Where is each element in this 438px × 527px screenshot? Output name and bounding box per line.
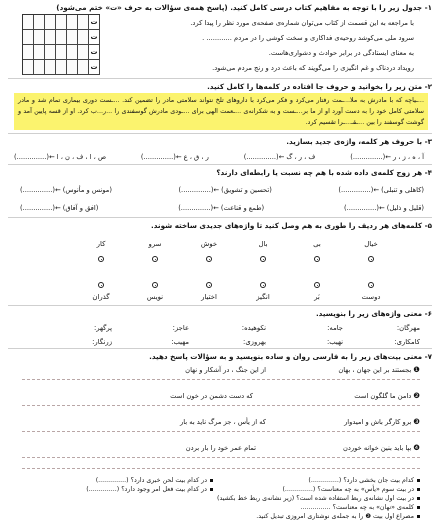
grid-cell bbox=[23, 45, 34, 60]
vocab-word: مهیب: bbox=[171, 338, 189, 346]
grid-cell bbox=[45, 60, 56, 75]
grid-cell bbox=[34, 45, 45, 60]
grid-cell bbox=[67, 45, 78, 60]
question-text: کلمه‌ی «نهان» به چه معناست؟ ............... bbox=[300, 504, 414, 511]
grid-letter-cell: ت bbox=[89, 15, 100, 30]
bottom-word: دوست bbox=[361, 293, 381, 301]
section-divider bbox=[8, 305, 432, 306]
crossword-grid bbox=[22, 14, 100, 75]
grid-cell bbox=[34, 30, 45, 45]
grid-cell bbox=[45, 30, 56, 45]
question-text: در کدام بیت فعل امر وجود دارد؟ (..............) bbox=[86, 486, 207, 493]
question-5 bbox=[256, 512, 420, 521]
bottom-word: گذران bbox=[92, 293, 110, 301]
hemistich: دامن ما گلگون است bbox=[354, 392, 412, 400]
section-2-heading: ۲- متن زیر را بخوانید و حروف جا افتاده در کلمه‌ها را کامل کنید. bbox=[207, 82, 432, 91]
section-divider bbox=[8, 78, 432, 79]
question-3 bbox=[217, 494, 420, 503]
grid-cell bbox=[45, 45, 56, 60]
vocab-word: عاجز: bbox=[172, 324, 189, 332]
grid-cell bbox=[34, 60, 45, 75]
section-1-heading: ۱- جدول زیر را با توجه به مفاهیم کتاب درسی کامل کنید. (پاسخ همه‌ی سؤالات به حرف «ت» ختم می‌شود) bbox=[56, 3, 432, 12]
clue-4: رویداد دردناک و غم انگیزی را می‌گویند که باعث درد و رنج مردم می‌شود. bbox=[212, 64, 414, 72]
vocab-word: کامکاری: bbox=[394, 338, 420, 346]
section-3-heading: ۳- با حروف هر کلمه، واژه‌ی جدید بسازید. bbox=[286, 137, 432, 146]
bottom-words-row bbox=[74, 292, 398, 302]
section-divider bbox=[8, 164, 432, 165]
clue-3: به معنای ایستادگی در برابر حوادث و دشواری‌هاست. bbox=[268, 49, 414, 57]
verse-1-second: از این جنگ ، در آشکار و نهان bbox=[185, 366, 266, 374]
hemistich: بپا باید بنین خوانه خوردن bbox=[342, 444, 412, 452]
grid-row bbox=[23, 15, 100, 30]
pair-row bbox=[20, 203, 424, 213]
vocab-word: پرگهر: bbox=[93, 324, 112, 332]
question-1b bbox=[96, 476, 213, 485]
grid-cell bbox=[67, 30, 78, 45]
verse-4-second: تمام عمر خود را بار بردن bbox=[185, 444, 256, 452]
bottom-word: نویس bbox=[146, 293, 164, 301]
bullet-icon bbox=[417, 506, 420, 509]
bottom-word: انگیز bbox=[256, 293, 270, 301]
bottom-word: اختیار bbox=[201, 293, 217, 301]
grid-cell bbox=[23, 15, 34, 30]
grid-cell bbox=[67, 60, 78, 75]
top-word: بال bbox=[258, 240, 268, 248]
bullet-icon bbox=[417, 479, 420, 482]
top-word: سرو bbox=[148, 240, 162, 248]
word-pair-item: (کاهلی و تنبلی) ←(..............) bbox=[338, 186, 424, 194]
word-pair-item: (افق و آفاق) ←(..............) bbox=[20, 204, 99, 212]
answer-line bbox=[22, 405, 420, 406]
verse-number: ❸ bbox=[413, 417, 420, 426]
word-pair-item: (مونس و مأنوس) ←(..............) bbox=[20, 186, 112, 194]
question-2 bbox=[282, 485, 420, 494]
bottom-dots-row bbox=[74, 281, 398, 291]
top-word: کار bbox=[96, 240, 106, 248]
section-divider bbox=[8, 217, 432, 218]
letter-item: ص ، ا ، ف ، ن ، ا ←(..............) bbox=[14, 153, 107, 161]
connect-dot-icon bbox=[152, 282, 158, 288]
top-words-row bbox=[74, 239, 398, 249]
verse-number: ❹ bbox=[413, 443, 420, 452]
grid-cell bbox=[78, 30, 89, 45]
question-1 bbox=[308, 476, 420, 485]
question-2b bbox=[86, 485, 213, 494]
grid-letter-cell: ت bbox=[89, 45, 100, 60]
connect-dot-icon bbox=[314, 282, 320, 288]
connect-dot-icon bbox=[260, 282, 266, 288]
answer-line bbox=[22, 431, 420, 432]
grid-cell bbox=[23, 60, 34, 75]
section-divider bbox=[8, 133, 432, 134]
verse-3-second: که از یأس ، جز مرگ ناید به بار bbox=[179, 418, 266, 426]
bullet-icon bbox=[417, 515, 420, 518]
top-dots-row bbox=[74, 255, 398, 265]
bullet-icon bbox=[417, 488, 420, 491]
letter-item: ر ، ق ، ع ←(..............) bbox=[140, 153, 209, 161]
verse-2-second: که دست دشمن در خون است bbox=[170, 392, 253, 400]
letter-item: آ ، ه ، ز ، ر ←(..............) bbox=[350, 153, 424, 161]
verse-4-first bbox=[343, 443, 420, 453]
vocab-word: بهروزی: bbox=[243, 338, 266, 346]
word-pair-item: (طمع و قناعت) ←(..............) bbox=[178, 204, 265, 212]
verse-2-first bbox=[354, 391, 420, 401]
grid-cell bbox=[56, 30, 67, 45]
question-4 bbox=[301, 503, 420, 512]
grid-cell bbox=[78, 15, 89, 30]
verse-1-first bbox=[338, 365, 420, 375]
answer-line bbox=[22, 468, 420, 469]
grid-cell bbox=[56, 45, 67, 60]
question-text: در کدام بیت لحن خبری دارد؟ (..............) bbox=[95, 477, 207, 484]
question-text: مصراع اول بیت ❷ را به جمله‌ی نوشتاری امروزی تبدیل کنید. bbox=[256, 513, 414, 520]
top-word: خیال bbox=[364, 240, 378, 248]
grid-cell bbox=[67, 15, 78, 30]
grid-row bbox=[23, 30, 100, 45]
bullet-icon bbox=[417, 497, 420, 500]
connect-dot-icon bbox=[152, 256, 158, 262]
section-5-heading: ۵- کلمه‌های هر ردیف را طوری به هم وصل کنید تا واژه‌های جدیدی ساخته شوند. bbox=[151, 221, 432, 230]
question-text: در بیت سوم «یأس» به چه معناست؟ (..............) bbox=[282, 486, 414, 493]
section-7-heading: ۷- معنی بیت‌های زیر را به فارسی روان و ساده بنویسید و به سؤالات پاسخ دهید. bbox=[149, 352, 432, 361]
vocab-word: جامه: bbox=[327, 324, 343, 332]
clue-2: سرود ملی می‌کوشد روحیه‌ی فداکاری و سخت کوشی را در مردم ............ . bbox=[202, 34, 414, 42]
bullet-icon bbox=[210, 488, 213, 491]
pair-row bbox=[20, 185, 424, 195]
connect-dot-icon bbox=[260, 256, 266, 262]
vocab-row bbox=[35, 323, 420, 333]
vocab-row bbox=[35, 337, 420, 347]
grid-cell bbox=[45, 15, 56, 30]
hemistich: برو کارگر باش و امیدوار bbox=[344, 418, 412, 426]
bullet-icon bbox=[210, 479, 213, 482]
bottom-word: بَر bbox=[314, 293, 320, 301]
highlight-box bbox=[14, 93, 428, 130]
answer-line bbox=[22, 457, 420, 458]
section-6-heading: ۶- معنی واژه‌های زیر را بنویسید. bbox=[315, 309, 432, 318]
grid-letter-cell: ت bbox=[89, 60, 100, 75]
verse-3-first bbox=[344, 417, 420, 427]
grid-cell bbox=[56, 15, 67, 30]
connect-dot-icon bbox=[98, 282, 104, 288]
top-word: خوش bbox=[200, 240, 218, 248]
connect-dot-icon bbox=[368, 282, 374, 288]
grid-letter-cell: ت bbox=[89, 30, 100, 45]
vocab-word: نهیب: bbox=[326, 338, 343, 346]
vocab-word: مهرگان: bbox=[396, 324, 420, 332]
grid-cell bbox=[23, 30, 34, 45]
connect-dot-icon bbox=[368, 256, 374, 262]
grid-row bbox=[23, 60, 100, 75]
top-word: بی bbox=[313, 240, 321, 248]
letter-item: ف ، ر ، گ ←(..............) bbox=[243, 153, 316, 161]
grid-cell bbox=[56, 60, 67, 75]
hemistich: بجستند بر این جهان ، بهان bbox=[338, 366, 412, 374]
fill-in-passage: ...ـیاچه که با مادرش به ملا...ـمت رفتار می‌کرد و فکر می‌کرد با داروهای تلخ نتواند سلامتی مادر را تضمین کند. ...ـست دوری بیماری تمام شد و مادر سلامتی کامل خود را به دست آورد او از ما بر...ـست و به شکرانه‌ی ...ـعمت الهی برای ...ـودی مادرش گوسفندی را ...ر...ب کرد. او از قسه پایین آمد و گوشت گوسفند را بین ...ـقـ...ـرا تقسیم کرد. bbox=[18, 96, 424, 126]
connect-dot-icon bbox=[98, 256, 104, 262]
grid-cell bbox=[78, 60, 89, 75]
word-pair-item: (تحسین و تشویق) ←(..............) bbox=[178, 186, 272, 194]
vocab-word: نکوهیده: bbox=[241, 324, 266, 332]
connect-dot-icon bbox=[314, 256, 320, 262]
grid-row bbox=[23, 45, 100, 60]
question-text: کدام بیت جان بخشی دارد؟ (..............) bbox=[308, 477, 414, 484]
connect-dot-icon bbox=[206, 256, 212, 262]
section-4-heading: ۴- هر زوج کلمه‌ی داده شده با هم چه نسبت یا رابطه‌ای دارند؟ bbox=[216, 168, 432, 177]
verse-number: ❷ bbox=[413, 391, 420, 400]
grid-cell bbox=[78, 45, 89, 60]
vocab-word: زرنگار: bbox=[92, 338, 112, 346]
connect-dot-icon bbox=[206, 282, 212, 288]
grid-cell bbox=[34, 15, 45, 30]
answer-line bbox=[22, 379, 420, 380]
word-pair-item: (قلیل و ذلیل) ←(..............) bbox=[344, 204, 424, 212]
clue-1: با مراجعه به این قسمت از کتاب می‌توان شماره‌ی صفحه‌ی مورد نظر را پیدا کرد. bbox=[190, 19, 414, 27]
verse-number: ❶ bbox=[413, 365, 420, 374]
question-text: در بیت اول نشانه‌ی ربط استفاده شده است؟ (زیر نشانه‌ی ربط خط بکشید) bbox=[217, 495, 414, 502]
section-divider bbox=[8, 348, 432, 349]
letter-items-row bbox=[14, 152, 424, 162]
